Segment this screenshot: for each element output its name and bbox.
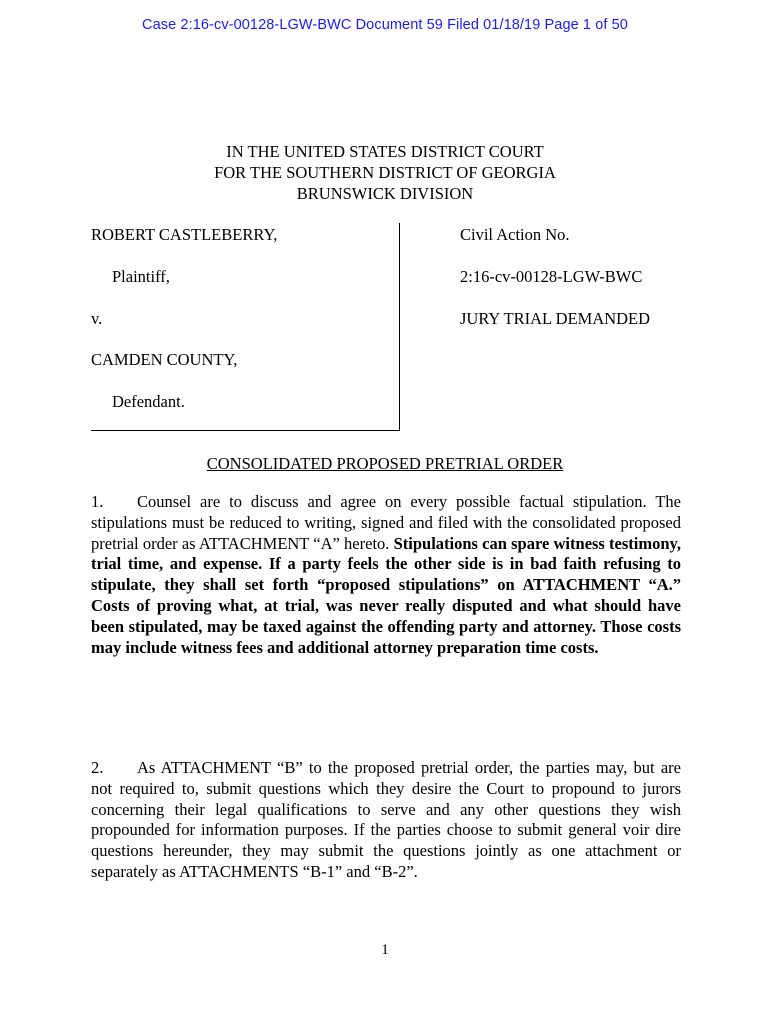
versus: v. (91, 309, 103, 328)
defendant-name: CAMDEN COUNTY, (91, 350, 238, 369)
civil-action-label: Civil Action No. (460, 225, 570, 244)
caption-vertical-rule (399, 223, 400, 431)
paragraph-1 (91, 492, 681, 658)
paragraph-2-number: 2. (91, 758, 104, 777)
case-number: 2:16-cv-00128-LGW-BWC (460, 267, 643, 286)
court-line-1: IN THE UNITED STATES DISTRICT COURT (226, 142, 544, 161)
filing-header-stamp: Case 2:16-cv-00128-LGW-BWC Document 59 Filed 01/18/19 Page 1 of 50 (142, 17, 628, 33)
plaintiff-name: ROBERT CASTLEBERRY, (91, 225, 278, 244)
defendant-role: Defendant. (112, 392, 185, 411)
caption-horizontal-rule (91, 430, 400, 431)
paragraph-1-text: Counsel are to discuss and agree on every possible factual stipulation. The stipulations must be reduced to writing, signed and filed with the consolidated proposed pretrial order as ATTACHMENT “A” hereto. (91, 492, 681, 553)
plaintiff-role: Plaintiff, (112, 267, 170, 286)
court-line-2: FOR THE SOUTHERN DISTRICT OF GEORGIA (214, 163, 556, 182)
page-number: 1 (381, 942, 389, 958)
paragraph-1-number: 1. (91, 492, 104, 511)
court-line-3: BRUNSWICK DIVISION (296, 184, 474, 203)
paragraph-2 (91, 758, 681, 883)
order-title: CONSOLIDATED PROPOSED PRETRIAL ORDER (206, 454, 564, 473)
jury-demand: JURY TRIAL DEMANDED (460, 309, 651, 328)
paragraph-2-text: As ATTACHMENT “B” to the proposed pretrial order, the parties may, but are not required to, submit questions which they desire the Court to propound to jurors concerning their legal qualifications to serve and any other questions they wish propounded for information purposes. If the parties choose to submit general voir dire questions hereunder, they may submit the questions jointly as one attachment or separately as ATTACHMENTS “B-1” and “B-2”. (91, 758, 681, 881)
paragraph-1-bold-text: Stipulations can spare witness testimony, trial time, and expense. If a party feels the other side is in bad faith refusing to stipulate, they shall set forth “proposed stipulations” on ATTACHMENT “A.” Costs of proving what, at trial, was never really disputed and what should have been stipulated, may be taxed against the offending party and attorney. Those costs may include witness fees and additional attorney preparation time costs. (91, 533, 682, 657)
court-heading (0, 141, 770, 204)
